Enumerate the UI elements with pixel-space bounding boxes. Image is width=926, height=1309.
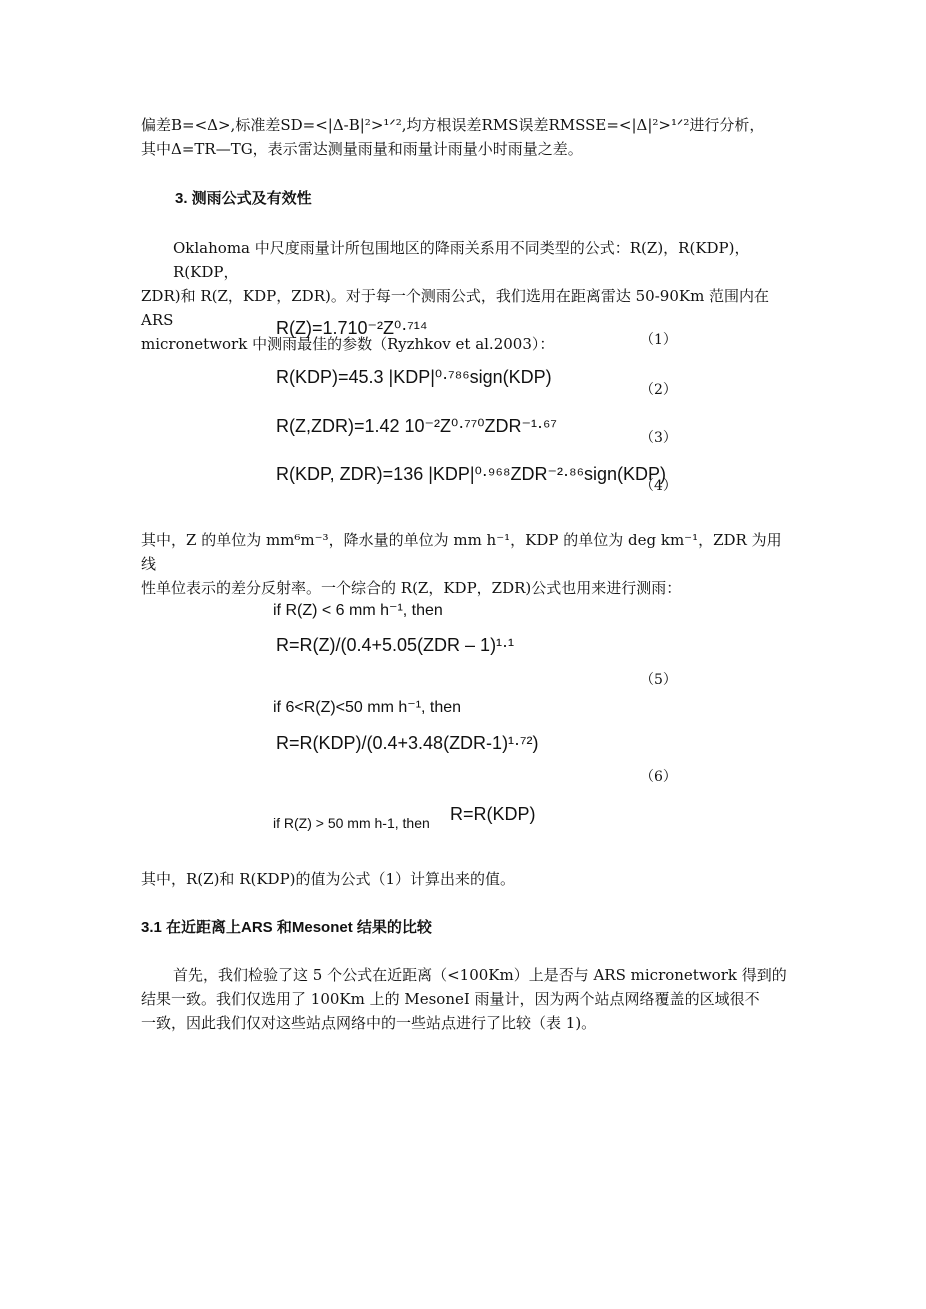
condition-2: if 6<R(Z)<50 mm h⁻¹, then <box>273 699 462 716</box>
para3-line2: 性单位表示的差分反射率。一个综合的 R(Z，KDP，ZDR)公式也用来进行测雨： <box>141 579 682 597</box>
para5-line1: 首先，我们检验了这 5 个公式在近距离（<100Km）上是否与 ARS micronetwork 得到的 <box>173 966 787 984</box>
para4-line1: 其中，R(Z)和 R(KDP)的值为公式（1）计算出来的值。 <box>141 870 516 888</box>
para2-line2: ZDR)和 R(Z，KDP，ZDR)。对于每一个测雨公式，我们选用在距离雷达 50-90Km 范围内在 ARS <box>141 287 770 329</box>
section-3-heading: 3. 测雨公式及有效性 <box>175 190 312 207</box>
para1-line1: 偏差B=<Δ>,标准差SD=<|Δ-B|²>¹ᐟ²,均方根误差RMS误差RMSSE=<|Δ|²>¹ᐟ²进行分析， <box>141 116 765 134</box>
para5-line2: 结果一致。我们仅选用了 100Km 上的 MesoneI 雨量计，因为两个站点网络覆盖的区域很不 <box>141 990 760 1008</box>
equation-6: R=R(KDP)/(0.4+3.48(ZDR-1)¹·⁷²) <box>276 733 539 753</box>
para3-line1: 其中，Z 的单位为 mm⁶m⁻³，降水量的单位为 mm h⁻¹，KDP 的单位为 deg km⁻¹，ZDR 为用线 <box>141 531 782 573</box>
para1-line2: 其中Δ=TR—TG，表示雷达测量雨量和雨量计雨量小时雨量之差。 <box>141 140 583 158</box>
equation-number-3: （3） <box>640 430 677 446</box>
equation-1: R(Z)=1.710⁻²Z⁰·⁷¹⁴ <box>276 318 428 338</box>
paragraph-note <box>141 867 787 891</box>
equation-number-2: （2） <box>640 382 677 398</box>
para2-line3: micronetwork 中测雨最佳的参数（Ryzhkov et al.2003）： <box>141 335 555 353</box>
para2-line1: Oklahoma 中尺度雨量计所包围地区的降雨关系用不同类型的公式：R(Z)，R(KDP)，R(KDP， <box>173 239 750 281</box>
paragraph-error-stats <box>141 113 787 161</box>
paragraph-rain-relations <box>141 236 787 356</box>
paragraph-comparison <box>141 963 787 1035</box>
condition-3: if R(Z) > 50 mm h-1, then <box>273 815 430 831</box>
equation-4: R(KDP, ZDR)=136 |KDP|⁰·⁹⁶⁸ZDR⁻²·⁸⁶sign(KDP) <box>276 464 667 484</box>
paragraph-units <box>141 528 787 600</box>
equation-number-6: （6） <box>640 769 677 785</box>
equation-number-5: （5） <box>640 672 677 688</box>
equation-number-4: （4） <box>640 478 677 494</box>
condition-1: if R(Z) < 6 mm h⁻¹, then <box>273 602 443 619</box>
equation-5: R=R(Z)/(0.4+5.05(ZDR – 1)¹·¹ <box>276 635 515 655</box>
equation-2: R(KDP)=45.3 |KDP|⁰·⁷⁸⁶sign(KDP) <box>276 367 552 387</box>
equation-number-1: （1） <box>640 332 677 348</box>
equation-7: R=R(KDP) <box>450 804 536 824</box>
equation-3: R(Z,ZDR)=1.42 10⁻²Z⁰·⁷⁷⁰ZDR⁻¹·⁶⁷ <box>276 416 557 436</box>
para5-line3: 一致，因此我们仅对这些站点网络中的一些站点进行了比较（表 1)。 <box>141 1014 597 1032</box>
section-3-1-heading: 3.1 在近距离上ARS 和Mesonet 结果的比较 <box>141 919 432 936</box>
